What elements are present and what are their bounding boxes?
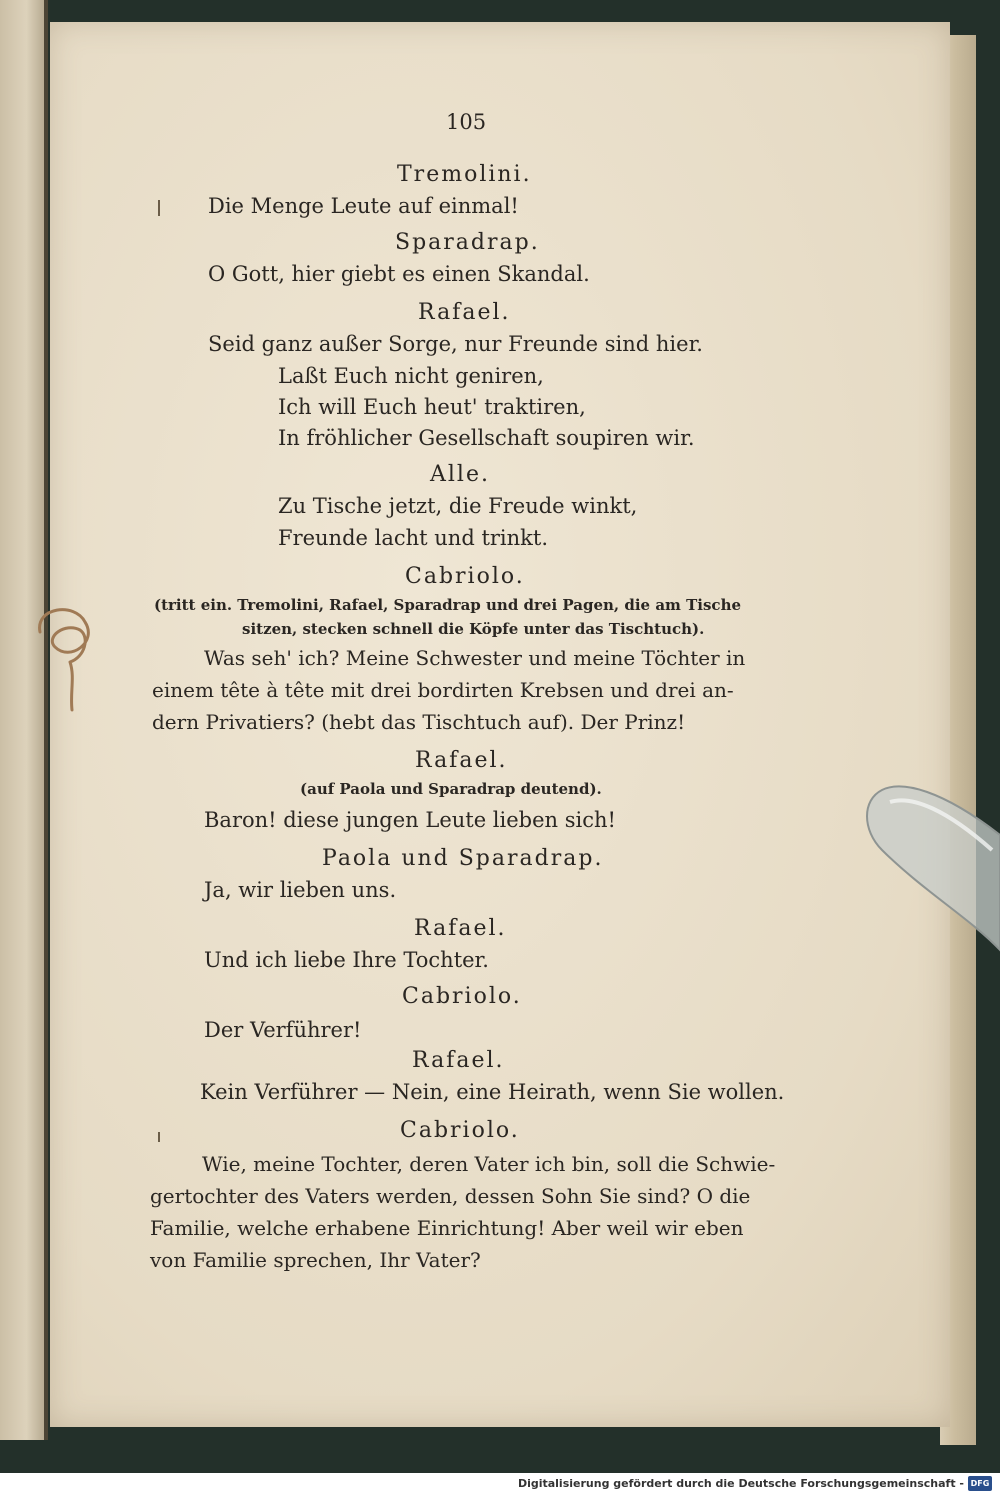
dialogue-line: Kein Verführer — Nein, eine Heirath, wenn Sie wollen.	[200, 1080, 785, 1104]
speaker-sparadrap: Sparadrap.	[395, 230, 540, 255]
verse-line: Zu Tische jetzt, die Freude winkt,	[278, 494, 638, 518]
dfg-logo: DFG	[968, 1476, 992, 1491]
speaker-cabriolo: Cabriolo.	[400, 1118, 520, 1143]
speaker-rafael: Rafael.	[414, 916, 507, 941]
dialogue-line: Und ich liebe Ihre Tochter.	[204, 948, 489, 972]
dialogue-line: O Gott, hier giebt es einen Skandal.	[208, 262, 590, 286]
stage-direction: sitzen, stecken schnell die Köpfe unter das Tischtuch).	[242, 620, 705, 638]
footer-bar	[0, 1473, 1000, 1495]
prose-line: Wie, meine Tochter, deren Vater ich bin, soll die Schwie-	[202, 1152, 776, 1176]
speaker-rafael: Rafael.	[412, 1048, 505, 1073]
left-page-edge	[0, 0, 48, 1440]
page-number: 105	[446, 110, 487, 134]
speaker-cabriolo: Cabriolo.	[402, 984, 522, 1009]
dialogue-line: Ja, wir lieben uns.	[204, 878, 397, 902]
speaker-paola-sparadrap: Paola und Sparadrap.	[322, 846, 604, 871]
verse-line: Freunde lacht und trinkt.	[278, 526, 548, 550]
verse-line: In fröhlicher Gesellschaft soupiren wir.	[278, 426, 695, 450]
prose-line: dern Privatiers? (hebt das Tischtuch auf). Der Prinz!	[152, 710, 686, 734]
margin-mark	[158, 1132, 160, 1142]
margin-mark	[158, 200, 160, 216]
prose-line: Was seh' ich? Meine Schwester und meine Töchter in	[204, 646, 746, 670]
speaker-rafael: Rafael.	[415, 748, 508, 773]
dialogue-line: Seid ganz außer Sorge, nur Freunde sind hier.	[208, 332, 703, 356]
speaker-tremolini: Tremolini.	[397, 162, 532, 187]
book-page	[50, 22, 950, 1427]
stage-direction: (auf Paola und Sparadrap deutend).	[300, 780, 602, 798]
verse-line: Laßt Euch nicht geniren,	[278, 364, 544, 388]
speaker-rafael: Rafael.	[418, 300, 511, 325]
binding-thread	[30, 602, 110, 712]
dialogue-line: Der Verführer!	[204, 1018, 362, 1042]
verse-line: Ich will Euch heut' traktiren,	[278, 395, 586, 419]
dialogue-line: Die Menge Leute auf einmal!	[208, 194, 519, 218]
dialogue-line: Baron! diese jungen Leute lieben sich!	[204, 808, 616, 832]
prose-line: von Familie sprechen, Ihr Vater?	[150, 1248, 481, 1272]
speaker-alle: Alle.	[430, 462, 490, 487]
speaker-cabriolo: Cabriolo.	[405, 564, 525, 589]
prose-line: einem tête à tête mit drei bordirten Krebsen und drei an-	[152, 678, 734, 702]
stage-direction: (tritt ein. Tremolini, Rafael, Sparadrap und drei Pagen, die am Tische	[154, 596, 742, 614]
glass-clip	[862, 780, 1000, 955]
prose-line: gertochter des Vaters werden, dessen Sohn Sie sind? O die	[150, 1184, 751, 1208]
prose-line: Familie, welche erhabene Einrichtung! Aber weil wir eben	[150, 1216, 744, 1240]
footer-credit: Digitalisierung gefördert durch die Deutsche Forschungsgemeinschaft -	[517, 1477, 964, 1490]
